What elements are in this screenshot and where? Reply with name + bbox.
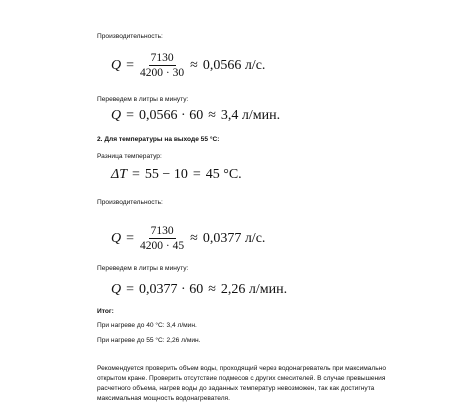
recommendation-line: открытом кране. Проверить отсутствие подмесов с других смесителей. В случае превышения xyxy=(97,375,386,382)
summary-line-40: При нагреве до 40 °С: 3,4 л/мин. xyxy=(97,322,197,329)
flow-rate-equation-1 xyxy=(111,52,265,79)
flow-rate-equation-2 xyxy=(111,225,265,252)
approx-sign: ≈ xyxy=(190,230,198,246)
recommendation-line: максимальная мощность водонагревателя. xyxy=(97,395,230,402)
conversion-equation-2 xyxy=(111,283,287,297)
eq-lhs: Q xyxy=(111,230,122,246)
fraction xyxy=(138,225,186,252)
fraction xyxy=(138,52,186,79)
approx-sign: ≈ xyxy=(208,282,216,297)
delta-t-equation xyxy=(111,168,242,182)
eq-sign: = xyxy=(126,230,135,246)
eq-sign: = xyxy=(126,57,135,73)
productivity-label-2: Производительность: xyxy=(97,199,163,206)
fraction-numerator: 7130 xyxy=(149,52,176,66)
eq-result: 0,0377 л/с. xyxy=(202,230,266,246)
productivity-label-1: Производительность: xyxy=(97,33,163,40)
eq-result: 3,4 л/мин. xyxy=(220,108,281,123)
fraction-denominator: 4200 · 45 xyxy=(140,240,185,253)
eq-expression: 55 − 10 xyxy=(144,167,188,182)
eq-result: 2,26 л/мин. xyxy=(220,282,288,297)
recommendation-line: Рекомендуется проверить объем воды, проходящий через водонагреватель при максимально xyxy=(97,365,387,372)
eq-expression: 0,0566 · 60 xyxy=(139,108,204,123)
approx-sign: ≈ xyxy=(190,57,198,73)
eq-expression: 0,0377 · 60 xyxy=(139,282,204,297)
approx-sign: ≈ xyxy=(208,108,216,123)
convert-label-2: Переведем в литры в минуту: xyxy=(97,265,189,272)
fraction-denominator: 4200 · 30 xyxy=(140,67,185,80)
recommendation-line: расчетного объема, нагрев воды до заданных температур невозможен, так как достигнута xyxy=(97,385,375,392)
eq-result: 0,0566 л/с. xyxy=(202,57,266,73)
conversion-equation-1 xyxy=(111,109,280,123)
eq-lhs: Q xyxy=(111,57,122,73)
eq-lhs: ΔT xyxy=(111,167,128,182)
convert-label-1: Переведем в литры в минуту: xyxy=(97,96,189,103)
eq-sign-2: = xyxy=(192,167,201,182)
eq-lhs: Q xyxy=(111,282,122,297)
fraction-numerator: 7130 xyxy=(149,225,176,239)
temp-difference-label: Разница температур: xyxy=(97,153,162,160)
summary-heading: Итог: xyxy=(97,308,114,315)
eq-sign: = xyxy=(132,167,140,182)
summary-line-55: При нагреве до 55 °С: 2,26 л/мин. xyxy=(97,337,201,344)
eq-sign: = xyxy=(126,282,135,297)
section-2-heading: 2. Для температуры на выходе 55 °С: xyxy=(97,136,220,143)
eq-result: 45 °C. xyxy=(205,167,242,182)
eq-sign: = xyxy=(126,108,135,123)
eq-lhs: Q xyxy=(111,108,122,123)
